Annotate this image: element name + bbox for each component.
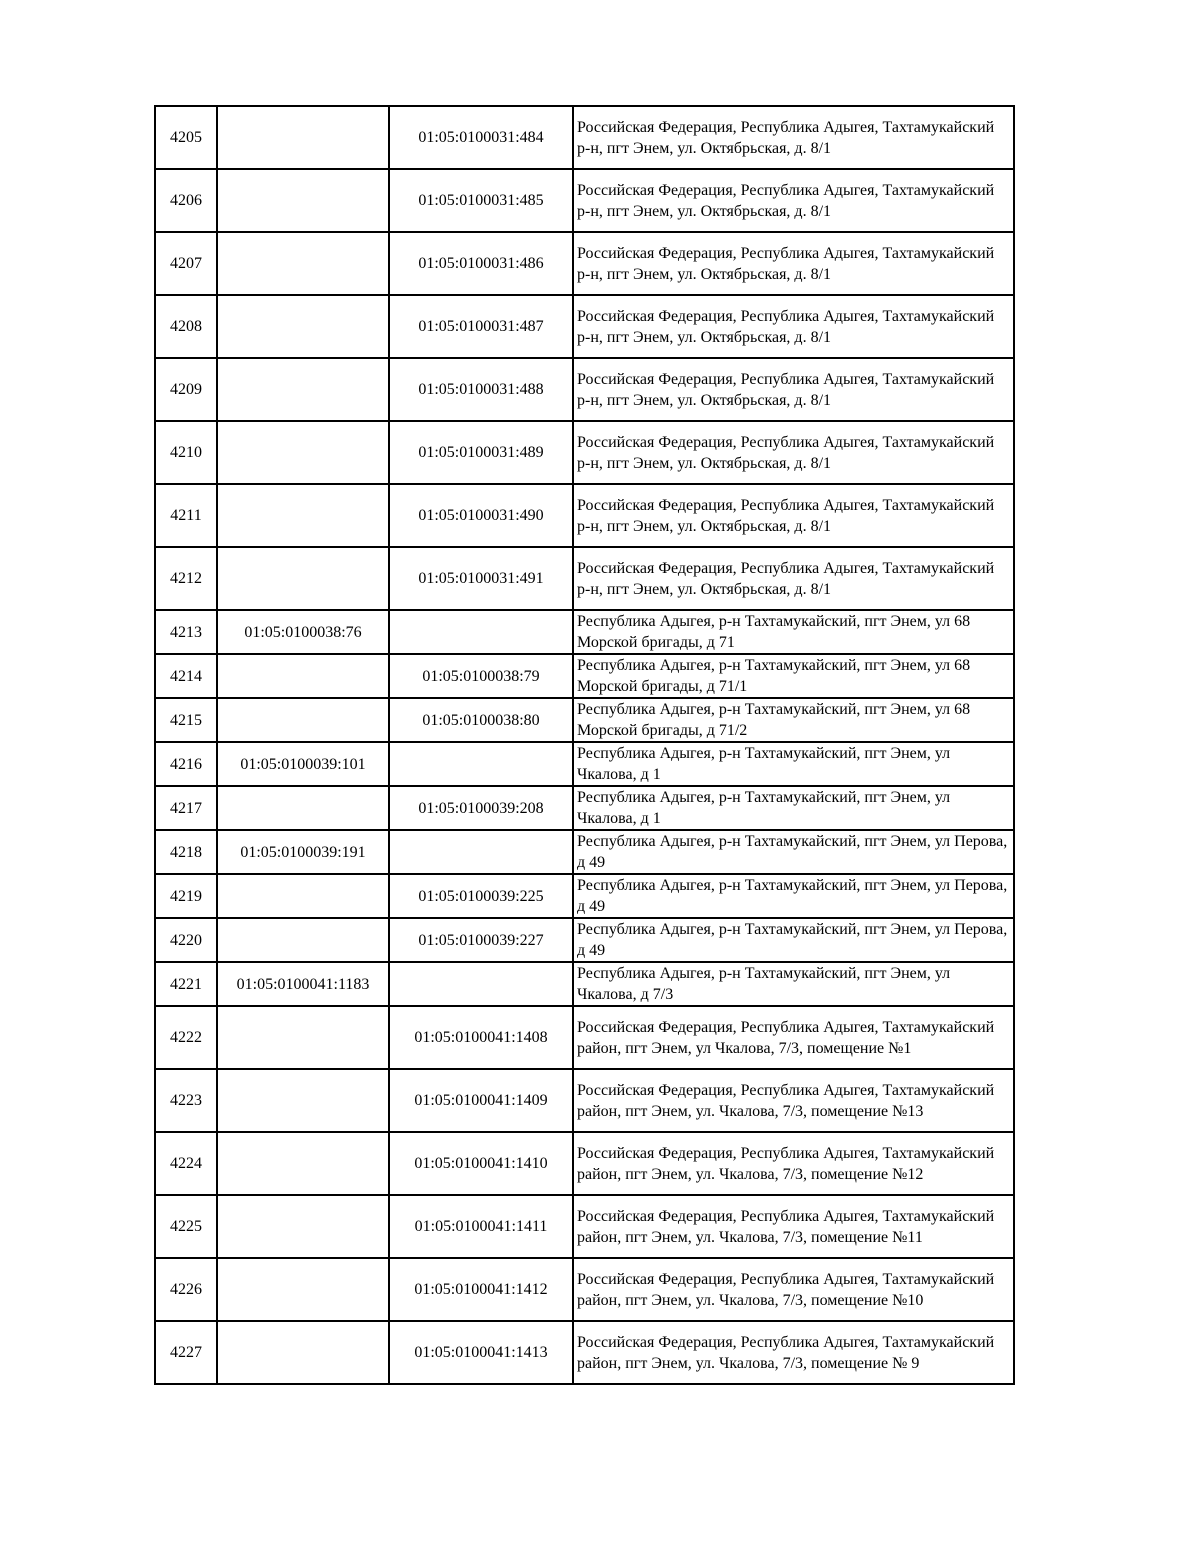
address-cell: Российская Федерация, Республика Адыгея, Тахтамукайский р-н, пгт Энем, ул. Октябрьская, д. 8/1 (573, 358, 1014, 421)
table-row (155, 742, 1014, 786)
land-cadastral-number (217, 232, 389, 295)
table-row (155, 1258, 1014, 1321)
table-row (155, 654, 1014, 698)
row-number: 4223 (155, 1069, 217, 1132)
row-number: 4205 (155, 106, 217, 169)
row-number: 4206 (155, 169, 217, 232)
object-cadastral-number: 01:05:0100041:1410 (389, 1132, 573, 1195)
table-row (155, 484, 1014, 547)
row-number: 4208 (155, 295, 217, 358)
row-number: 4212 (155, 547, 217, 610)
object-cadastral-number (389, 610, 573, 654)
object-cadastral-number: 01:05:0100031:488 (389, 358, 573, 421)
land-cadastral-number (217, 106, 389, 169)
row-number: 4214 (155, 654, 217, 698)
object-cadastral-number: 01:05:0100031:491 (389, 547, 573, 610)
table-row (155, 547, 1014, 610)
land-cadastral-number (217, 1195, 389, 1258)
address-cell: Российская Федерация, Республика Адыгея, Тахтамукайский р-н, пгт Энем, ул. Октябрьская, д. 8/1 (573, 484, 1014, 547)
object-cadastral-number: 01:05:0100041:1413 (389, 1321, 573, 1384)
row-number: 4213 (155, 610, 217, 654)
table-row (155, 421, 1014, 484)
table-row (155, 169, 1014, 232)
row-number: 4215 (155, 698, 217, 742)
land-cadastral-number (217, 874, 389, 918)
land-cadastral-number: 01:05:0100041:1183 (217, 962, 389, 1006)
land-cadastral-number: 01:05:0100039:101 (217, 742, 389, 786)
table-row (155, 874, 1014, 918)
table-row (155, 786, 1014, 830)
row-number: 4216 (155, 742, 217, 786)
property-table (154, 105, 1015, 1385)
table-row (155, 295, 1014, 358)
row-number: 4222 (155, 1006, 217, 1069)
address-cell: Российская Федерация, Республика Адыгея, Тахтамукайский район, пгт Энем, ул. Чкалова, 7/3, помещение № 9 (573, 1321, 1014, 1384)
land-cadastral-number (217, 295, 389, 358)
land-cadastral-number (217, 786, 389, 830)
object-cadastral-number: 01:05:0100041:1412 (389, 1258, 573, 1321)
object-cadastral-number: 01:05:0100039:225 (389, 874, 573, 918)
object-cadastral-number: 01:05:0100039:208 (389, 786, 573, 830)
table-row (155, 232, 1014, 295)
address-cell: Республика Адыгея, р-н Тахтамукайский, пгт Энем, ул Перова, д 49 (573, 830, 1014, 874)
address-cell: Российская Федерация, Республика Адыгея, Тахтамукайский район, пгт Энем, ул. Чкалова, 7/3, помещение №12 (573, 1132, 1014, 1195)
address-cell: Республика Адыгея, р-н Тахтамукайский, пгт Энем, ул Перова, д 49 (573, 874, 1014, 918)
row-number: 4227 (155, 1321, 217, 1384)
row-number: 4224 (155, 1132, 217, 1195)
table-body (155, 106, 1014, 1384)
land-cadastral-number (217, 1258, 389, 1321)
address-cell: Республика Адыгея, р-н Тахтамукайский, пгт Энем, ул Чкалова, д 7/3 (573, 962, 1014, 1006)
table-row (155, 1069, 1014, 1132)
row-number: 4209 (155, 358, 217, 421)
land-cadastral-number (217, 1321, 389, 1384)
address-cell: Республика Адыгея, р-н Тахтамукайский, пгт Энем, ул Чкалова, д 1 (573, 786, 1014, 830)
table-row (155, 358, 1014, 421)
table-row (155, 962, 1014, 1006)
table-row (155, 698, 1014, 742)
land-cadastral-number (217, 698, 389, 742)
address-cell: Российская Федерация, Республика Адыгея, Тахтамукайский район, пгт Энем, ул Чкалова, 7/3, помещение №1 (573, 1006, 1014, 1069)
table-row (155, 918, 1014, 962)
land-cadastral-number (217, 169, 389, 232)
address-cell: Российская Федерация, Республика Адыгея, Тахтамукайский район, пгт Энем, ул. Чкалова, 7/3, помещение №11 (573, 1195, 1014, 1258)
row-number: 4226 (155, 1258, 217, 1321)
table-row (155, 1006, 1014, 1069)
land-cadastral-number (217, 547, 389, 610)
land-cadastral-number (217, 1006, 389, 1069)
object-cadastral-number: 01:05:0100039:227 (389, 918, 573, 962)
row-number: 4217 (155, 786, 217, 830)
row-number: 4220 (155, 918, 217, 962)
object-cadastral-number (389, 962, 573, 1006)
object-cadastral-number: 01:05:0100031:484 (389, 106, 573, 169)
row-number: 4218 (155, 830, 217, 874)
address-cell: Республика Адыгея, р-н Тахтамукайский, пгт Энем, ул 68 Морской бригады, д 71/1 (573, 654, 1014, 698)
address-cell: Республика Адыгея, р-н Тахтамукайский, пгт Энем, ул Перова, д 49 (573, 918, 1014, 962)
table-row (155, 106, 1014, 169)
address-cell: Республика Адыгея, р-н Тахтамукайский, пгт Энем, ул Чкалова, д 1 (573, 742, 1014, 786)
land-cadastral-number (217, 1132, 389, 1195)
address-cell: Российская Федерация, Республика Адыгея, Тахтамукайский район, пгт Энем, ул. Чкалова, 7/3, помещение №10 (573, 1258, 1014, 1321)
object-cadastral-number: 01:05:0100041:1408 (389, 1006, 573, 1069)
address-cell: Российская Федерация, Республика Адыгея, Тахтамукайский р-н, пгт Энем, ул. Октябрьская, д. 8/1 (573, 421, 1014, 484)
land-cadastral-number: 01:05:0100038:76 (217, 610, 389, 654)
address-cell: Российская Федерация, Республика Адыгея, Тахтамукайский р-н, пгт Энем, ул. Октябрьская, д. 8/1 (573, 232, 1014, 295)
object-cadastral-number: 01:05:0100038:79 (389, 654, 573, 698)
row-number: 4207 (155, 232, 217, 295)
table-row (155, 1132, 1014, 1195)
object-cadastral-number: 01:05:0100031:487 (389, 295, 573, 358)
object-cadastral-number: 01:05:0100031:490 (389, 484, 573, 547)
object-cadastral-number (389, 742, 573, 786)
land-cadastral-number (217, 484, 389, 547)
row-number: 4211 (155, 484, 217, 547)
table-row (155, 1195, 1014, 1258)
object-cadastral-number: 01:05:0100041:1411 (389, 1195, 573, 1258)
row-number: 4210 (155, 421, 217, 484)
land-cadastral-number (217, 1069, 389, 1132)
land-cadastral-number (217, 654, 389, 698)
row-number: 4225 (155, 1195, 217, 1258)
table-row (155, 610, 1014, 654)
address-cell: Российская Федерация, Республика Адыгея, Тахтамукайский р-н, пгт Энем, ул. Октябрьская, д. 8/1 (573, 547, 1014, 610)
row-number: 4219 (155, 874, 217, 918)
address-cell: Российская Федерация, Республика Адыгея, Тахтамукайский р-н, пгт Энем, ул. Октябрьская, д. 8/1 (573, 169, 1014, 232)
object-cadastral-number (389, 830, 573, 874)
land-cadastral-number: 01:05:0100039:191 (217, 830, 389, 874)
row-number: 4221 (155, 962, 217, 1006)
address-cell: Российская Федерация, Республика Адыгея, Тахтамукайский р-н, пгт Энем, ул. Октябрьская, д. 8/1 (573, 295, 1014, 358)
object-cadastral-number: 01:05:0100031:486 (389, 232, 573, 295)
land-cadastral-number (217, 918, 389, 962)
land-cadastral-number (217, 358, 389, 421)
object-cadastral-number: 01:05:0100031:485 (389, 169, 573, 232)
address-cell: Республика Адыгея, р-н Тахтамукайский, пгт Энем, ул 68 Морской бригады, д 71 (573, 610, 1014, 654)
address-cell: Российская Федерация, Республика Адыгея, Тахтамукайский район, пгт Энем, ул. Чкалова, 7/3, помещение №13 (573, 1069, 1014, 1132)
table-row (155, 1321, 1014, 1384)
address-cell: Республика Адыгея, р-н Тахтамукайский, пгт Энем, ул 68 Морской бригады, д 71/2 (573, 698, 1014, 742)
table-row (155, 830, 1014, 874)
object-cadastral-number: 01:05:0100041:1409 (389, 1069, 573, 1132)
object-cadastral-number: 01:05:0100038:80 (389, 698, 573, 742)
address-cell: Российская Федерация, Республика Адыгея, Тахтамукайский р-н, пгт Энем, ул. Октябрьская, д. 8/1 (573, 106, 1014, 169)
land-cadastral-number (217, 421, 389, 484)
object-cadastral-number: 01:05:0100031:489 (389, 421, 573, 484)
